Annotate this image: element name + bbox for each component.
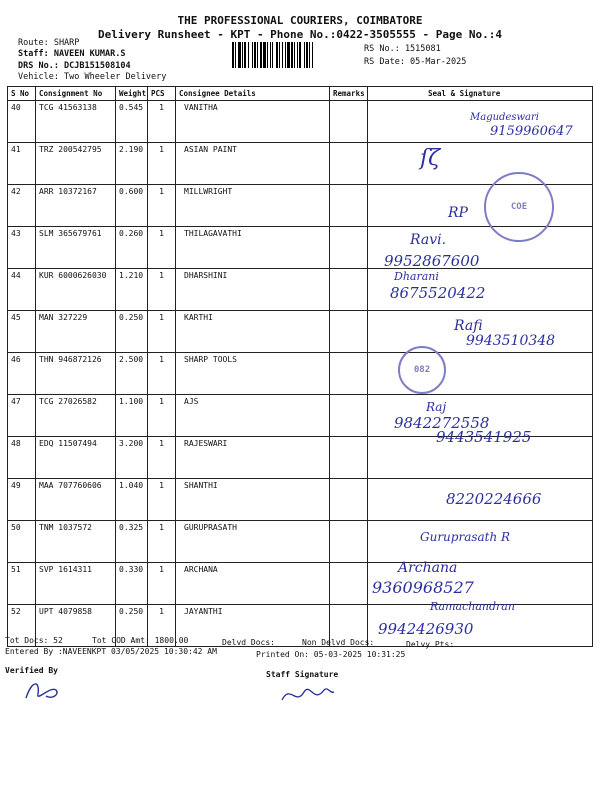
row-remarks	[330, 269, 368, 311]
row-weight: 1.100	[116, 395, 148, 437]
signature-43: Ravi.	[410, 232, 447, 248]
staff-signature-mark	[276, 680, 336, 710]
row-weight: 0.250	[116, 311, 148, 353]
row-consignment-no: TCG 41563138	[36, 101, 116, 143]
entered-by: Entered By :NAVEENKPT 03/05/2025 10:30:42 AM	[5, 647, 217, 656]
row-consignment-no: THN 946872126	[36, 353, 116, 395]
row-consignee: ASIAN PAINT	[176, 143, 330, 185]
signature-49: 9443541925	[436, 428, 532, 446]
row-consignee: MILLWRIGHT	[176, 185, 330, 227]
signature-42: RP	[448, 205, 468, 221]
table-row	[8, 269, 593, 311]
table-header-row	[8, 87, 593, 101]
col-remarks: Remarks	[330, 87, 368, 101]
signature-40-phone: 9159960647	[490, 124, 573, 139]
row-consignment-no: TRZ 200542795	[36, 143, 116, 185]
route-label: Route: SHARP	[18, 38, 80, 48]
row-consignee: GURUPRASATH	[176, 521, 330, 563]
vehicle-label: Vehicle: Two Wheeler Delivery	[18, 72, 167, 82]
row-weight: 1.040	[116, 479, 148, 521]
row-pcs: 1	[148, 563, 176, 605]
row-consignment-no: UPT 4079858	[36, 605, 116, 647]
row-weight: 1.210	[116, 269, 148, 311]
row-sno: 46	[8, 353, 36, 395]
signature-51-phone: 9360968527	[372, 578, 474, 597]
row-pcs: 1	[148, 143, 176, 185]
row-consignee: RAJESWARI	[176, 437, 330, 479]
row-remarks	[330, 563, 368, 605]
barcode-bar	[313, 42, 316, 68]
courier-stamp-2: 082	[398, 346, 446, 394]
row-sno: 47	[8, 395, 36, 437]
table-row	[8, 353, 593, 395]
verified-by-signature	[22, 676, 64, 704]
rs-number: RS No.: 1515081	[364, 44, 441, 54]
col-seal-signature: Seal & Signature	[368, 87, 593, 101]
table-row	[8, 563, 593, 605]
row-weight: 2.190	[116, 143, 148, 185]
col-sno: S No	[8, 87, 36, 101]
signature-47: Raj	[426, 400, 447, 414]
signature-52-name: Ramachandran	[430, 600, 515, 613]
total-docs: Tot Docs: 52	[5, 636, 63, 645]
row-consignment-no: ARR 10372167	[36, 185, 116, 227]
signature-40-name: Magudeswari	[470, 112, 539, 123]
signature-46-name: Rafi	[454, 318, 483, 334]
row-consignee: JAYANTHI	[176, 605, 330, 647]
signature-51-name: Archana	[398, 560, 458, 576]
row-consignee: SHANTHI	[176, 479, 330, 521]
delivery-points: Delvy Pts:	[406, 640, 455, 649]
row-pcs: 1	[148, 353, 176, 395]
runsheet-title: Delivery Runsheet - KPT - Phone No.:0422-3505555 - Page No.:4	[98, 28, 502, 41]
row-pcs: 1	[148, 311, 176, 353]
total-cod-amount: Tot COD Amt: 1800.00	[92, 636, 189, 645]
signature-48: 9842272558	[394, 414, 490, 432]
row-signature	[368, 143, 593, 185]
printed-on: Printed On: 05-03-2025 10:31:25	[256, 650, 406, 659]
row-pcs: 1	[148, 521, 176, 563]
row-weight: 3.200	[116, 437, 148, 479]
signature-52-phone: 9942426930	[378, 620, 474, 638]
col-consignee: Consignee Details	[176, 87, 330, 101]
delivered-docs: Delvd Docs:	[222, 638, 275, 647]
signature-44-phone-2: 8675520422	[390, 284, 486, 302]
row-weight: 0.325	[116, 521, 148, 563]
row-remarks	[330, 479, 368, 521]
staff-signature-label: Staff Signature	[266, 670, 339, 679]
row-remarks	[330, 311, 368, 353]
signature-49-phone: 8220224666	[446, 490, 542, 508]
row-pcs: 1	[148, 101, 176, 143]
verified-by-label: Verified By	[5, 666, 58, 675]
signature-44-name: Dharani	[394, 270, 439, 283]
signature-50: Guruprasath R	[420, 530, 511, 544]
row-sno: 42	[8, 185, 36, 227]
row-pcs: 1	[148, 395, 176, 437]
row-sno: 52	[8, 605, 36, 647]
row-remarks	[330, 143, 368, 185]
row-consignment-no: MAN 327229	[36, 311, 116, 353]
non-delivered-docs: Non Delvd Docs:	[302, 638, 375, 647]
runsheet-table	[7, 86, 593, 647]
row-weight: 0.250	[116, 605, 148, 647]
row-pcs: 1	[148, 185, 176, 227]
row-pcs: 1	[148, 269, 176, 311]
row-consignment-no: TCG 27026582	[36, 395, 116, 437]
row-pcs: 1	[148, 605, 176, 647]
row-sno: 48	[8, 437, 36, 479]
rs-date: RS Date: 05-Mar-2025	[364, 57, 467, 67]
row-sno: 49	[8, 479, 36, 521]
col-pcs: PCS	[148, 87, 176, 101]
row-sno: 50	[8, 521, 36, 563]
row-sno: 41	[8, 143, 36, 185]
row-pcs: 1	[148, 227, 176, 269]
row-sno: 43	[8, 227, 36, 269]
row-consignment-no: MAA 707760606	[36, 479, 116, 521]
row-consignee: VANITHA	[176, 101, 330, 143]
row-weight: 0.260	[116, 227, 148, 269]
row-consignee: DHARSHINI	[176, 269, 330, 311]
row-consignment-no: TNM 1037572	[36, 521, 116, 563]
col-weight: Weight	[116, 87, 148, 101]
row-remarks	[330, 353, 368, 395]
barcode	[232, 42, 356, 68]
row-weight: 0.600	[116, 185, 148, 227]
col-consignment: Consignment No	[36, 87, 116, 101]
row-consignment-no: KUR 6000626030	[36, 269, 116, 311]
row-sno: 44	[8, 269, 36, 311]
row-sno: 51	[8, 563, 36, 605]
row-remarks	[330, 521, 368, 563]
courier-stamp-1: COE	[484, 172, 554, 242]
row-consignment-no: SLM 365679761	[36, 227, 116, 269]
staff-label: Staff: NAVEEN KUMAR.S	[18, 49, 126, 59]
row-pcs: 1	[148, 479, 176, 521]
row-remarks	[330, 185, 368, 227]
row-consignment-no: EDQ 11507494	[36, 437, 116, 479]
row-pcs: 1	[148, 437, 176, 479]
row-remarks	[330, 227, 368, 269]
row-remarks	[330, 101, 368, 143]
signature-46-phone: 9943510348	[466, 333, 556, 349]
signature-41: ſζ	[420, 146, 441, 171]
row-consignee: SHARP TOOLS	[176, 353, 330, 395]
row-remarks	[330, 437, 368, 479]
row-signature	[368, 185, 593, 227]
signature-44-phone-1: 9952867600	[384, 252, 480, 270]
row-consignee: THILAGAVATHI	[176, 227, 330, 269]
row-remarks	[330, 395, 368, 437]
row-consignee: AJS	[176, 395, 330, 437]
row-consignment-no: SVP 1614311	[36, 563, 116, 605]
drs-number: DRS No.: DCJB151508104	[18, 61, 131, 71]
row-weight: 2.500	[116, 353, 148, 395]
row-consignee: KARTHI	[176, 311, 330, 353]
company-name: THE PROFESSIONAL COURIERS, COIMBATORE	[177, 14, 423, 27]
row-consignee: ARCHANA	[176, 563, 330, 605]
row-sno: 40	[8, 101, 36, 143]
row-weight: 0.545	[116, 101, 148, 143]
row-sno: 45	[8, 311, 36, 353]
row-weight: 0.330	[116, 563, 148, 605]
